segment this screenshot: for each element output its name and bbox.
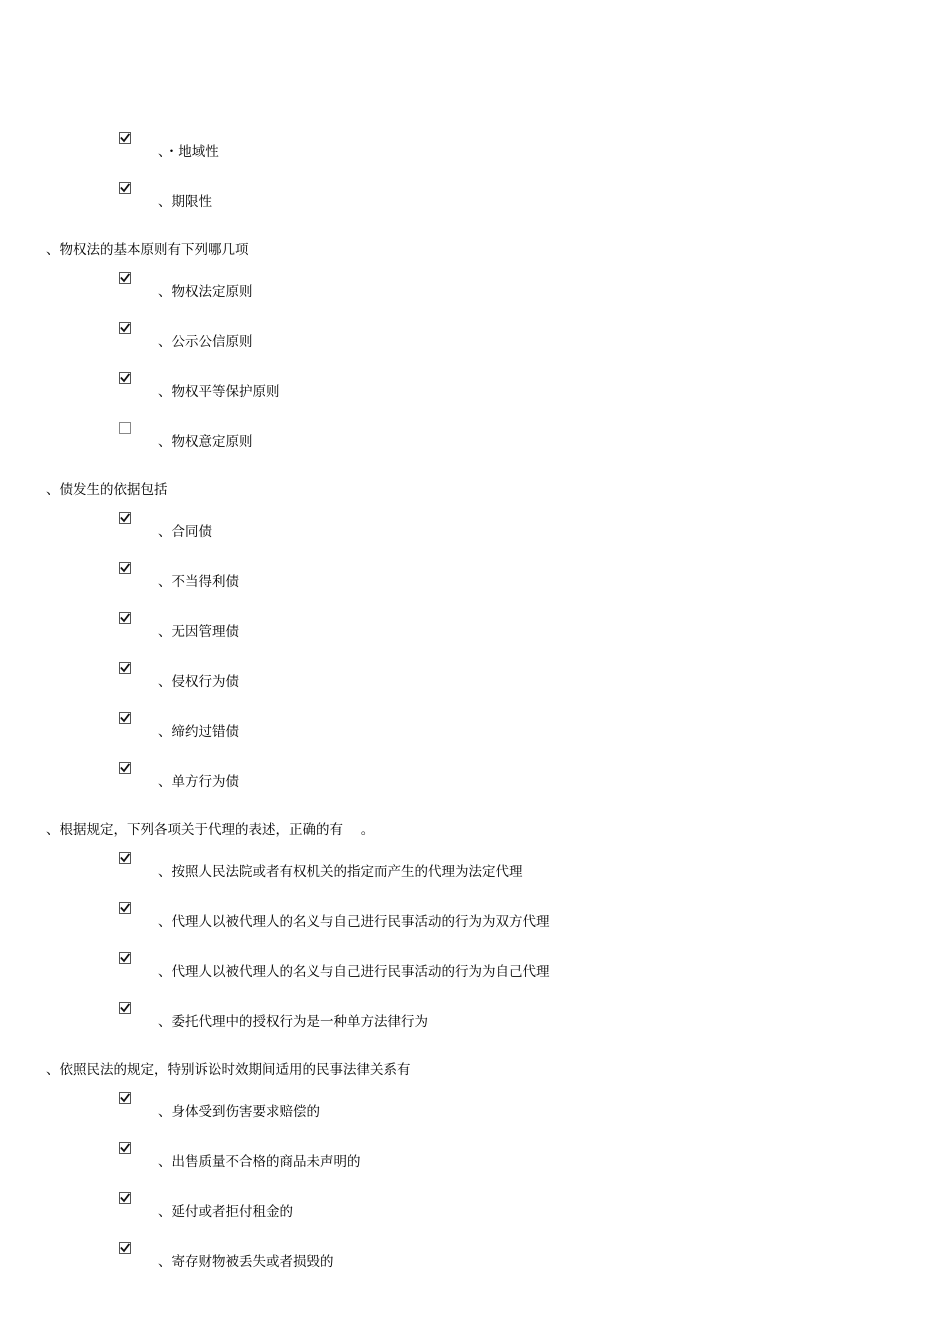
option-label: 、代理人以被代理人的名义与自己进行民事活动的行为为双方代理	[158, 914, 550, 930]
checkbox-checked-icon[interactable]	[119, 952, 131, 964]
option-label: 、物权意定原则	[158, 434, 253, 450]
answer-option	[0, 512, 950, 542]
option-label: 、期限性	[158, 194, 212, 210]
answer-option	[0, 852, 950, 882]
checkbox-checked-icon[interactable]	[119, 662, 131, 674]
option-label: 、侵权行为债	[158, 674, 239, 690]
checkbox-checked-icon[interactable]	[119, 1142, 131, 1154]
answer-option	[0, 422, 950, 452]
answer-option	[0, 662, 950, 692]
checkbox-checked-icon[interactable]	[119, 852, 131, 864]
option-label: 、合同债	[158, 524, 212, 540]
answer-option	[0, 272, 950, 302]
checkbox-checked-icon[interactable]	[119, 1002, 131, 1014]
answer-option	[0, 952, 950, 982]
answer-option	[0, 1092, 950, 1122]
option-label: 、出售质量不合格的商品未声明的	[158, 1154, 361, 1170]
answer-option	[0, 762, 950, 792]
answer-option	[0, 1002, 950, 1032]
option-label: 、缔约过错债	[158, 724, 239, 740]
answer-option	[0, 902, 950, 932]
option-label: 、延付或者拒付租金的	[158, 1204, 293, 1220]
answer-option	[0, 182, 950, 212]
answer-option	[0, 322, 950, 352]
option-label: 、物权平等保护原则	[158, 384, 280, 400]
checkbox-checked-icon[interactable]	[119, 1092, 131, 1104]
option-label: 、不当得利债	[158, 574, 239, 590]
answer-option	[0, 562, 950, 592]
checkbox-checked-icon[interactable]	[119, 902, 131, 914]
checkbox-checked-icon[interactable]	[119, 322, 131, 334]
option-label: 、・地域性	[158, 144, 219, 160]
question-text: 、依照民法的规定，特别诉讼时效期间适用的民事法律关系有	[46, 1062, 411, 1078]
option-label: 、代理人以被代理人的名义与自己进行民事活动的行为为自己代理	[158, 964, 550, 980]
answer-option	[0, 372, 950, 402]
answer-option	[0, 1242, 950, 1272]
checkbox-checked-icon[interactable]	[119, 762, 131, 774]
answer-option	[0, 1142, 950, 1172]
option-label: 、身体受到伤害要求赔偿的	[158, 1104, 320, 1120]
checkbox-checked-icon[interactable]	[119, 1242, 131, 1254]
checkbox-checked-icon[interactable]	[119, 132, 131, 144]
checkbox-checked-icon[interactable]	[119, 712, 131, 724]
answer-option	[0, 712, 950, 742]
answer-option	[0, 132, 950, 162]
checkbox-checked-icon[interactable]	[119, 1192, 131, 1204]
checkbox-checked-icon[interactable]	[119, 272, 131, 284]
checkbox-checked-icon[interactable]	[119, 372, 131, 384]
question-text: 、债发生的依据包括	[46, 482, 168, 498]
option-label: 、寄存财物被丢失或者损毁的	[158, 1254, 334, 1270]
option-label: 、公示公信原则	[158, 334, 253, 350]
answer-option	[0, 612, 950, 642]
question-text: 、物权法的基本原则有下列哪几项	[46, 242, 249, 258]
checkbox-checked-icon[interactable]	[119, 562, 131, 574]
checkbox-unchecked-icon[interactable]	[119, 422, 131, 434]
option-label: 、按照人民法院或者有权机关的指定而产生的代理为法定代理	[158, 864, 523, 880]
option-label: 、无因管理债	[158, 624, 239, 640]
checkbox-checked-icon[interactable]	[119, 512, 131, 524]
option-label: 、委托代理中的授权行为是一种单方法律行为	[158, 1014, 428, 1030]
option-label: 、单方行为债	[158, 774, 239, 790]
checkbox-checked-icon[interactable]	[119, 612, 131, 624]
answer-option	[0, 1192, 950, 1222]
question-text: 、根据规定，下列各项关于代理的表述，正确的有 。	[46, 822, 375, 838]
option-label: 、物权法定原则	[158, 284, 253, 300]
checkbox-checked-icon[interactable]	[119, 182, 131, 194]
